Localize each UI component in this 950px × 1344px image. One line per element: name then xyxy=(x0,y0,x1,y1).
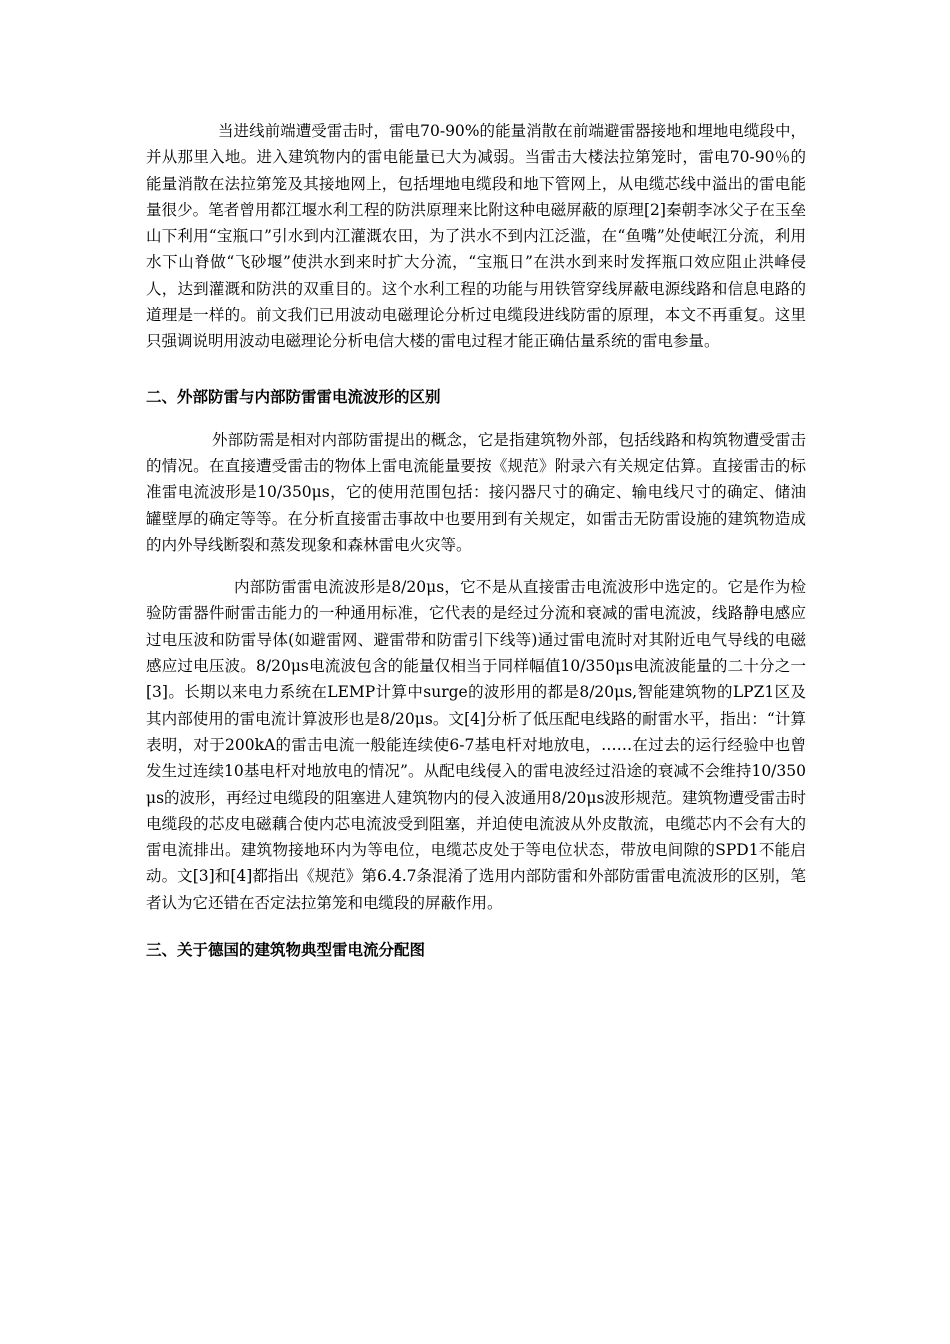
section-heading: 三、关于德国的建筑物典型雷电流分配图 xyxy=(146,941,426,960)
document-page xyxy=(146,118,806,963)
body-paragraph: 内部防雷雷电流波形是8/20μs，它不是从直接雷击电流波形中选定的。它是作为检验防雷器件耐雷击能力的一种通用标准，它代表的是经过分流和衰减的雷电流波，线路静电感应过电压波和防雷导体(如避雷网、避雷带和防雷引下线等)通过雷电流时对其附近电气导线的电磁感应过电压波。8/20μs电流波包含的能量仅相当于同样幅值10/350μs电流波能量的二十分之一[3]。长期以来电力系统在LEMP计算中surge的波形用的都是8/20μs,智能建筑物的LPZ1区及其内部使用的雷电流计算波形也是8/20μs。文[4]分析了低压配电线路的耐雷水平，指出：“计算表明，对于200kA的雷击电流一般能连续使6-7基电杆对地放电，……在过去的运行经验中也曾发生过连续10基电杆对地放电的情况”。从配电线侵入的雷电波经过沿途的衰减不会维持10/350μs的波形，再经过电缆段的阻塞进人建筑物内的侵入波通用8/20μs波形规范。建筑物遭受雷击时电缆段的芯皮电磁藕合使内芯电流波受到阻塞，并迫使电流波从外皮散流，电缆芯内不会有大的雷电流排出。建筑物接地环内为等电位，电缆芯皮处于等电位状态，带放电间隙的SPD1不能启动。文[3]和[4]都指出《规范》第6.4.7条混淆了选用内部防雷和外部防雷雷电流波形的区别，笔者认为它还错在否定法拉第笼和电缆段的屏蔽作用。 xyxy=(146,578,806,912)
body-paragraph: 当进线前端遭受雷击时，雷电70-90%的能量消散在前端避雷器接地和埋地电缆段中，并从那里入地。进入建筑物内的雷电能量已大为减弱。当雷击大楼法拉第笼时，雷电70-90％的能量消散在法拉第笼及其接地网上，包括埋地电缆段和地下管网上，从电缆芯线中溢出的雷电能量很少。笔者曾用都江堰水利工程的防洪原理来比附这种电磁屏蔽的原理[2]秦朝李冰父子在玉垒山下利用“宝瓶口”引水到内江灌溉农田，为了洪水不到内江泛滥，在“鱼嘴”处使岷江分流，利用水下山脊做“飞砂堰”使洪水到来时扩大分流，“宝瓶日”在洪水到来时发挥瓶口效应阻止洪峰侵人，达到灌溉和防洪的双重目的。这个水利工程的功能与用铁管穿线屏蔽电源线路和信息电路的道理是一样的。前文我们已用波动电磁理论分析过电缆段进线防雷的原理，本文不再重复。这里只强调说明用波动电磁理论分析电信大楼的雷电过程才能正确估量系统的雷电参量。 xyxy=(146,122,806,351)
body-paragraph: 外部防需是相对内部防雷提出的概念，它是指建筑物外部，包括线路和构筑物遭受雷击的情况。在直接遭受雷击的物体上雷电流能量要按《规范》附录六有关规定估算。直接雷击的标准雷电流波形是10/350μs，它的使用范围包括：接闪器尺寸的确定、输电线尺寸的确定、储油罐壁厚的确定等等。在分析直接雷击事故中也要用到有关规定，如雷击无防雷设施的建筑物造成的内外导线断裂和蒸发现象和森林雷电火灾等。 xyxy=(146,430,806,554)
section-heading: 二、外部防雷与内部防雷雷电流波形的区别 xyxy=(146,387,441,406)
